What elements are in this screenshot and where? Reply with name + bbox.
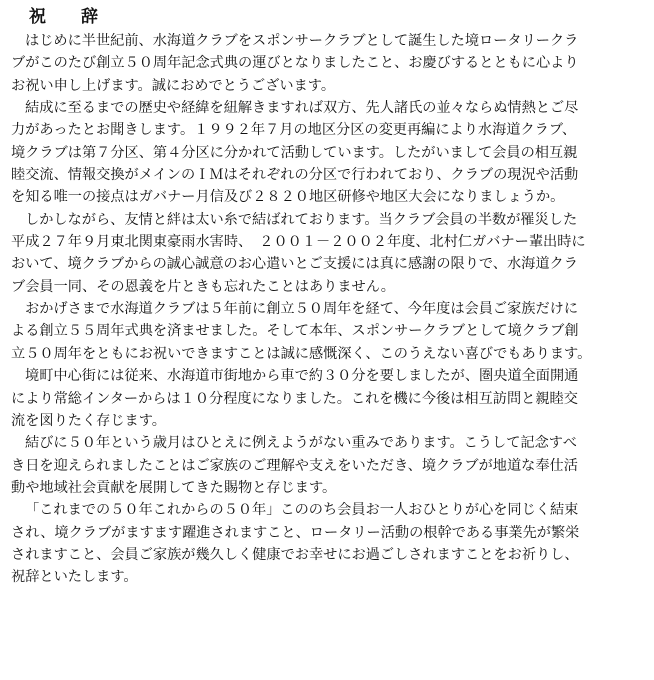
paragraph xyxy=(11,499,645,588)
text-line: 力があったとお聞きします。１９９２年７月の地区分区の変更再編により水海道クラブ、 xyxy=(11,122,577,139)
text-line: はじめに半世紀前、水海道クラブをスポンサークラブとして誕生した境ロータリークラ xyxy=(25,33,579,49)
document-body xyxy=(11,30,645,589)
text-line: お祝い申し上げます。誠におめでとうございます。 xyxy=(11,77,336,94)
text-line: され、境クラブがますます躍進されますこと、ロータリー活動の根幹である事業先が繁栄 xyxy=(11,524,580,541)
text-line: 祝辞といたします。 xyxy=(11,569,138,586)
paragraph xyxy=(11,365,645,432)
text-line: しかしながら、友情と絆は太い糸で結ばれております。当クラブ会員の半数が罹災した xyxy=(25,211,578,228)
text-line: よる創立５５周年式典を済ませました。そして本年、スポンサークラブとして境クラブ創 xyxy=(11,323,579,340)
text-line: き日を迎えられましたことはご家族のご理解や支えをいただき、境クラブが地道な奉仕活 xyxy=(11,457,578,474)
paragraph xyxy=(11,97,645,209)
text-line: により常総インターからは１０分程度になりました。これを機に今後は相互訪問と親睦交 xyxy=(11,390,578,407)
text-line: 睦交流、情報交換がメインのＩＭはそれぞれの分区で行われており、クラブの現況や活動 xyxy=(11,167,579,184)
text-line: 平成２７年９月東北関東豪雨水害時、 ２００１－２００２年度、北村仁ガバナー輩出時に xyxy=(11,234,586,251)
text-line: 結成に至るまでの歴史や経緯を紐解きますれば双方、先人諸氏の並々ならぬ情熱とご尽 xyxy=(25,100,579,117)
text-line: 流を図りたく存じます。 xyxy=(11,412,166,429)
document xyxy=(11,4,645,589)
text-line: ブ会員一同、その恩義を片ときも忘れたことはありません。 xyxy=(11,278,395,295)
text-line: を知る唯一の接点はガバナー月信及び２８２０地区研修や地区大会になりましょうか。 xyxy=(11,189,565,206)
text-line: されますこと、会員ご家族が幾久しく健康でお幸せにお過ごしされますことをお祈りし、 xyxy=(11,546,579,563)
text-line: 動や地域社会貢献を展開してきた賜物と存じます。 xyxy=(11,479,337,496)
paragraph xyxy=(11,298,645,365)
paragraph xyxy=(11,30,645,97)
text-line: 立５０周年をともにお祝いできますことは誠に感慨深く、このうえない喜びでもあります。 xyxy=(11,345,592,362)
text-line: 結びに５０年という歳月はひとえに例えようがない重みであります。こうして記念すべ xyxy=(25,435,577,452)
text-line: おかげさまで水海道クラブは５年前に創立５０周年を経て、今年度は会員ご家族だけに xyxy=(25,301,579,318)
text-line: ブがこのたび創立５０周年記念式典の運びとなりましたこと、お慶びするとともに心より xyxy=(11,55,579,72)
paragraph xyxy=(11,209,645,298)
text-line: おいて、境クラブからの誠心誠意のお心遣いとご支援には真に感謝の限りで、水海道クラ xyxy=(11,256,578,273)
text-line: 境町中心街には従来、水海道市街地から車で約３０分を要しましたが、圏央道全面開通 xyxy=(25,368,579,385)
text-line: 「これまでの５０年これからの５０年」こののち会員お一人おひとりが心を同じく結束 xyxy=(25,502,579,519)
text-line: 境クラブは第７分区、第４分区に分かれて活動しています。したがいまして会員の相互親 xyxy=(11,144,578,161)
paragraph xyxy=(11,432,645,499)
document-title: 祝 辞 xyxy=(29,7,107,27)
